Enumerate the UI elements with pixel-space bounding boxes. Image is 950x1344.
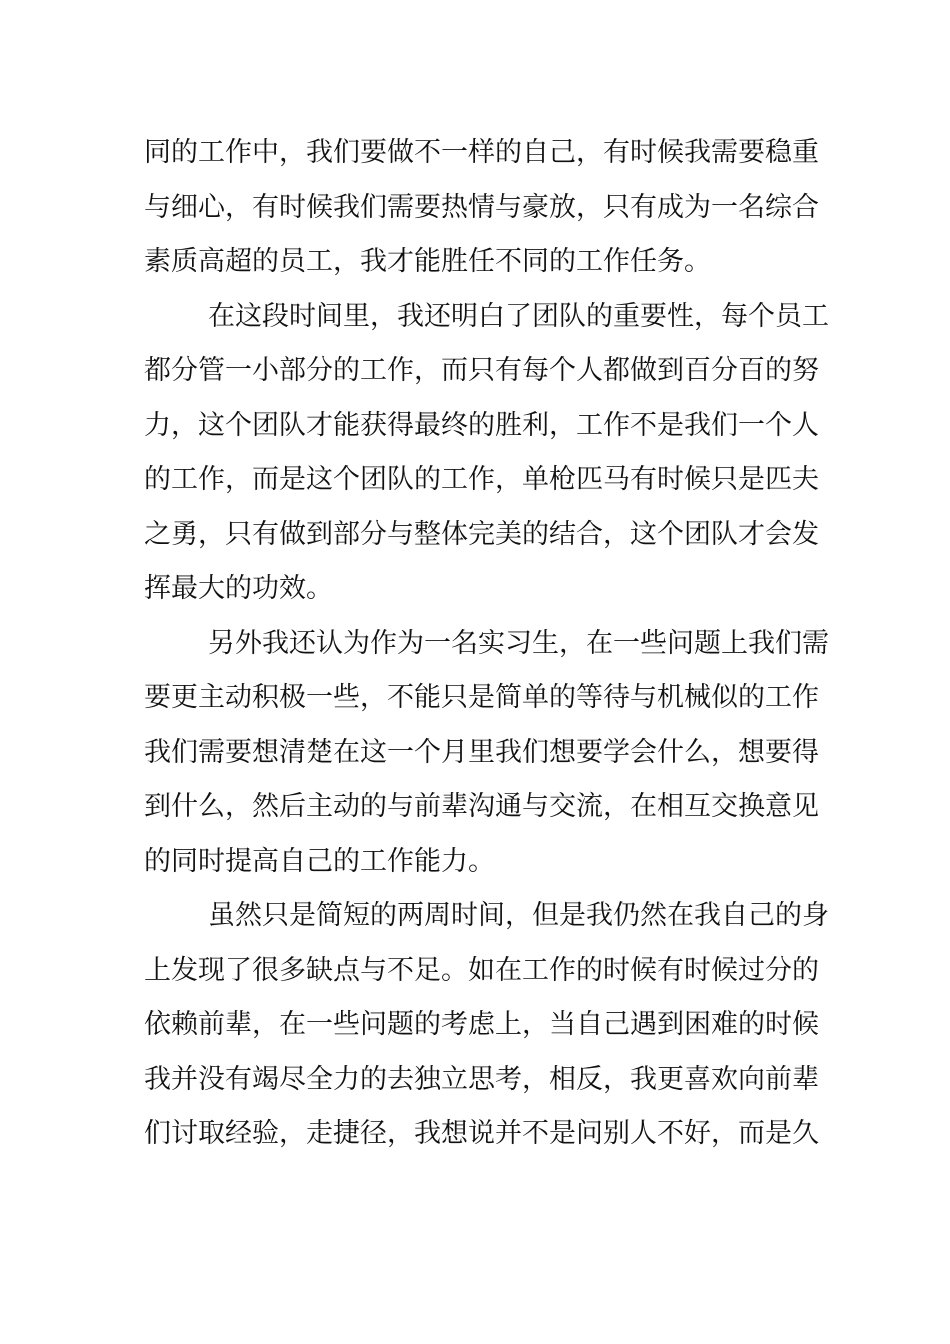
text-line: 的同时提高自己的工作能力。 [144, 845, 495, 877]
text-line: 要更主动积极一些，不能只是简单的等待与机械似的工作 [144, 682, 819, 713]
text-line: 同的工作中，我们要做不一样的自己，有时候我需要稳重 [144, 137, 819, 168]
text-line: 们讨取经验，走捷径，我想说并不是问别人不好，而是久 [144, 1118, 819, 1149]
paragraph-first-line: 在这段时间里，我还明白了团队的重要性，每个员工 [208, 300, 829, 332]
text-line: 的工作，而是这个团队的工作，单枪匹马有时候只是匹夫 [144, 464, 819, 495]
text-line: 之勇，只有做到部分与整体完美的结合，这个团队才会发 [144, 518, 819, 550]
text-line: 素质高超的员工，我才能胜任不同的工作任务。 [144, 246, 711, 277]
paragraph-first-line: 虽然只是简短的两周时间，但是我仍然在我自己的身 [208, 900, 829, 931]
text-line: 与细心，有时候我们需要热情与豪放，只有成为一名综合 [144, 191, 819, 223]
paragraph-first-line: 另外我还认为作为一名实习生，在一些问题上我们需 [208, 627, 829, 659]
text-line: 挥最大的功效。 [144, 573, 333, 604]
text-line: 力，这个团队才能获得最终的胜利，工作不是我们一个人 [144, 409, 819, 441]
text-line: 上发现了很多缺点与不足。如在工作的时候有时候过分的 [144, 954, 819, 986]
text-line: 都分管一小部分的工作，而只有每个人都做到百分百的努 [144, 355, 819, 386]
text-line: 我并没有竭尽全力的去独立思考，相反，我更喜欢向前辈 [144, 1063, 819, 1095]
body-text [144, 126, 829, 1162]
text-line: 到什么，然后主动的与前辈沟通与交流，在相互交换意见 [144, 791, 819, 822]
text-line: 依赖前辈，在一些问题的考虑上，当自己遇到困难的时候 [144, 1009, 819, 1040]
text-line: 我们需要想清楚在这一个月里我们想要学会什么，想要得 [144, 736, 819, 768]
